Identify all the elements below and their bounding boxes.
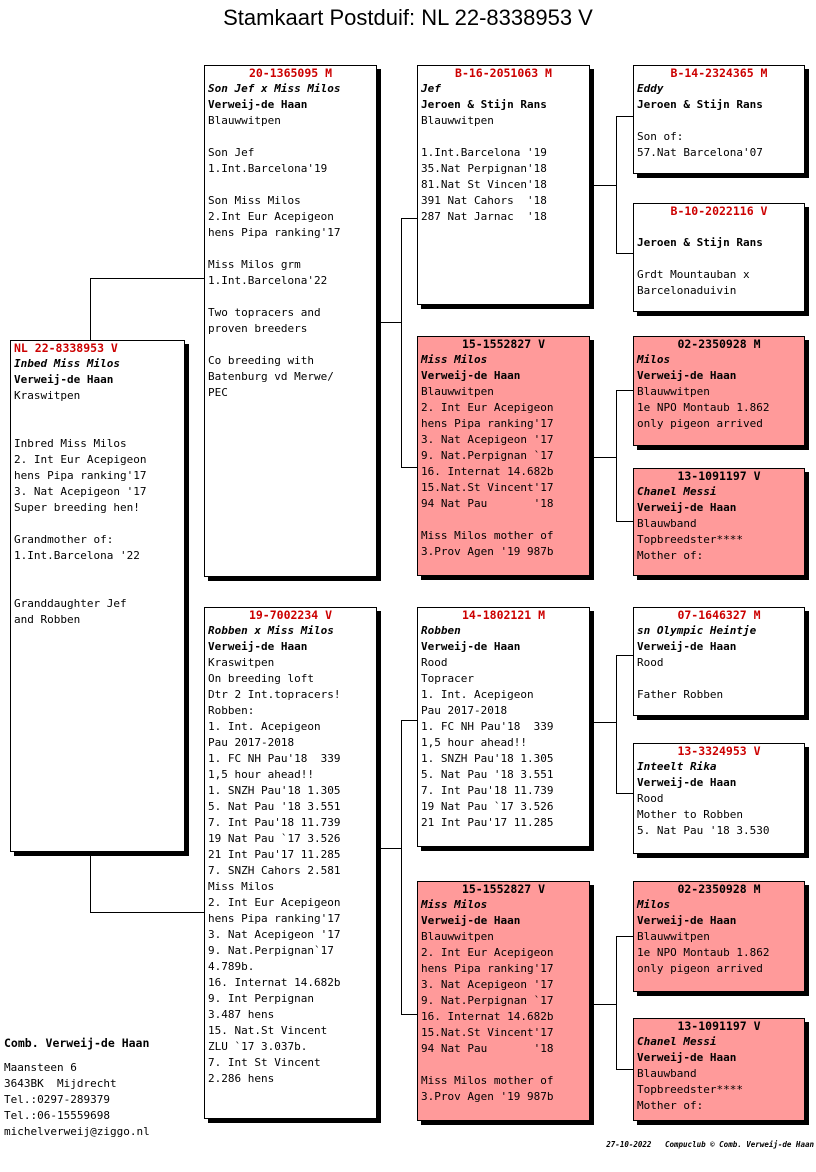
note-line: 1. SNZH Pau'18 1.305 bbox=[421, 752, 554, 765]
connector-line bbox=[90, 278, 91, 340]
connector-line bbox=[616, 793, 633, 794]
note-line bbox=[421, 512, 586, 528]
note-line: Miss Milos mother of bbox=[421, 1074, 554, 1087]
note-line: Inbred Miss Milos bbox=[14, 437, 127, 450]
ring-number: NL 22-8338953 V bbox=[14, 341, 118, 355]
footer-owner: Comb. Verweij-de Haan bbox=[4, 1036, 150, 1050]
owner-name: Verweij-de Haan bbox=[208, 98, 308, 111]
sire-sire-sire-card[interactable] bbox=[633, 65, 805, 174]
notes bbox=[637, 671, 801, 703]
note-line: Miss Milos bbox=[208, 880, 275, 893]
note-line: 2. Int Eur Acepigeon bbox=[14, 453, 147, 466]
connector-line bbox=[90, 278, 204, 279]
owner-name: Verweij-de Haan bbox=[637, 369, 737, 382]
connector-line bbox=[590, 1004, 616, 1005]
pigeon-color: Blauwwitpen bbox=[421, 930, 494, 943]
sire-dam-dam-card[interactable] bbox=[633, 468, 805, 576]
note-line: 15.Nat.St Vincent'17 bbox=[421, 1026, 554, 1039]
subject-card[interactable] bbox=[10, 340, 185, 852]
note-line: 9. Nat.Perpignan `17 bbox=[421, 449, 554, 462]
note-line: Co breeding with bbox=[208, 354, 314, 367]
pigeon-color: Blauwwitpen bbox=[637, 930, 710, 943]
owner-name: Verweij-de Haan bbox=[208, 640, 308, 653]
notes bbox=[637, 532, 801, 564]
note-line: 3. Nat Acepigeon '17 bbox=[421, 433, 554, 446]
pigeon-name: Milos bbox=[637, 898, 671, 911]
note-line: 1.Int.Barcelona '19 bbox=[421, 146, 547, 159]
pigeon-name: Miss Milos bbox=[421, 353, 488, 366]
note-line: Two topracers and bbox=[208, 306, 321, 319]
owner-name: Jeroen & Stijn Rans bbox=[421, 98, 547, 111]
note-line: 3.Prov Agen '19 987b bbox=[421, 1090, 554, 1103]
notes bbox=[208, 671, 373, 1087]
footer-credit: 27-10-2022 Compuclub © Comb. Verweij-de Haan bbox=[606, 1140, 814, 1149]
note-line: 15.Nat.St Vincent'17 bbox=[421, 481, 554, 494]
note-line: Pau 2017-2018 bbox=[208, 736, 295, 749]
note-line bbox=[208, 337, 373, 353]
pigeon-name: Robben x Miss Milos bbox=[208, 624, 334, 637]
pigeon-color: Rood bbox=[637, 656, 664, 669]
ring-number: 13-3324953 V bbox=[677, 744, 761, 758]
note-line: 1.Int.Barcelona'22 bbox=[208, 274, 328, 287]
note-line: 16. Internat 14.682b bbox=[421, 1010, 554, 1023]
note-line: 21 Int Pau'17 11.285 bbox=[421, 816, 554, 829]
note-line: Topracer bbox=[421, 672, 474, 685]
note-line: Miss Milos mother of bbox=[421, 529, 554, 542]
pigeon-name: Robben bbox=[421, 624, 461, 637]
note-line: 287 Nat Jarnac '18 bbox=[421, 210, 547, 223]
dam-dam-sire-card[interactable] bbox=[633, 881, 805, 992]
pigeon-name: Eddy bbox=[637, 82, 664, 95]
note-line: hens Pipa ranking'17 bbox=[208, 912, 341, 925]
note-line: Super breeding hen! bbox=[14, 501, 140, 514]
note-line: 1. FC NH Pau'18 339 bbox=[208, 752, 341, 765]
pigeon-color: Blauwband bbox=[637, 517, 697, 530]
notes bbox=[637, 807, 801, 839]
note-line bbox=[208, 177, 373, 193]
notes bbox=[208, 129, 373, 401]
ring-number: 02-2350928 M bbox=[677, 337, 761, 351]
ring-number: B-14-2324365 M bbox=[670, 66, 768, 80]
connector-line bbox=[401, 467, 417, 468]
note-line: PEC bbox=[208, 386, 228, 399]
note-line bbox=[14, 564, 181, 580]
pigeon-name: Miss Milos bbox=[421, 898, 488, 911]
owner-name: Verweij-de Haan bbox=[421, 640, 521, 653]
pigeon-color: Blauwwitpen bbox=[421, 114, 494, 127]
connector-line bbox=[590, 457, 616, 458]
note-line: hens Pipa ranking'17 bbox=[14, 469, 147, 482]
note-line: 57.Nat Barcelona'07 bbox=[637, 146, 763, 159]
note-line: 9. Nat.Perpignan`17 bbox=[208, 944, 334, 957]
note-line bbox=[208, 289, 373, 305]
note-line: Topbreedster**** bbox=[637, 1083, 743, 1096]
dam-sire-card[interactable] bbox=[417, 607, 590, 847]
note-line: Topbreedster**** bbox=[637, 533, 743, 546]
pigeon-color: Kraswitpen bbox=[14, 389, 81, 402]
pigeon-color: Rood bbox=[421, 656, 448, 669]
connector-line bbox=[616, 655, 617, 794]
ring-number: 13-1091197 V bbox=[677, 1019, 761, 1033]
note-line: Miss Milos grm bbox=[208, 258, 301, 271]
connector-line bbox=[90, 912, 204, 913]
pigeon-name: sn Olympic Heintje bbox=[637, 624, 757, 637]
note-line: 7. Int St Vincent bbox=[208, 1056, 321, 1069]
pigeon-name: Milos bbox=[637, 353, 671, 366]
owner-name: Verweij-de Haan bbox=[637, 640, 737, 653]
notes bbox=[421, 945, 586, 1105]
note-line: 3. Nat Acepigeon '17 bbox=[14, 485, 147, 498]
note-line: 3.487 hens bbox=[208, 1008, 275, 1021]
note-line: Robben: bbox=[208, 704, 255, 717]
pigeon-name: Inteelt Rika bbox=[637, 760, 717, 773]
address-line: Tel.:0297-289379 bbox=[4, 1093, 110, 1106]
note-line: Son Miss Milos bbox=[208, 194, 301, 207]
owner-name: Verweij-de Haan bbox=[637, 776, 737, 789]
note-line: 94 Nat Pau '18 bbox=[421, 1042, 554, 1055]
dam-dam-card[interactable] bbox=[417, 881, 590, 1121]
connector-line bbox=[590, 722, 616, 723]
connector-line bbox=[401, 218, 402, 468]
note-line: 7. Int Pau'18 11.739 bbox=[421, 784, 554, 797]
note-line: 35.Nat Perpignan'18 bbox=[421, 162, 547, 175]
address-line: Tel.:06-15559698 bbox=[4, 1109, 110, 1122]
pigeon-name: Inbed Miss Milos bbox=[14, 357, 120, 370]
connector-line bbox=[401, 720, 402, 1015]
sire-sire-dam-card[interactable] bbox=[633, 203, 805, 312]
note-line: Dtr 2 Int.topracers! bbox=[208, 688, 341, 701]
note-line: hens Pipa ranking'17 bbox=[421, 417, 554, 430]
notes bbox=[421, 129, 586, 225]
note-line: 9. Nat.Perpignan `17 bbox=[421, 994, 554, 1007]
note-line: Mother of: bbox=[637, 1099, 704, 1112]
note-line: only pigeon arrived bbox=[637, 417, 763, 430]
connector-line bbox=[616, 390, 633, 391]
note-line: 16. Internat 14.682b bbox=[208, 976, 341, 989]
note-line bbox=[14, 420, 181, 436]
note-line: 16. Internat 14.682b bbox=[421, 465, 554, 478]
note-line: Father Robben bbox=[637, 688, 724, 701]
connector-line bbox=[377, 322, 401, 323]
note-line: Son Jef bbox=[208, 146, 255, 159]
owner-name: Jeroen & Stijn Rans bbox=[637, 236, 763, 249]
note-line bbox=[421, 129, 586, 145]
ring-number: 07-1646327 M bbox=[677, 608, 761, 622]
dam-sire-sire-card[interactable] bbox=[633, 607, 805, 716]
owner-name: Jeroen & Stijn Rans bbox=[637, 98, 763, 111]
pigeon-color: Blauwwitpen bbox=[421, 385, 494, 398]
notes bbox=[637, 1082, 801, 1114]
pigeon-color: Blauwwitpen bbox=[637, 385, 710, 398]
note-line bbox=[208, 241, 373, 257]
note-line: 1.Int.Barcelona'19 bbox=[208, 162, 328, 175]
dam-card[interactable] bbox=[204, 607, 377, 1119]
ring-number: 19-7002234 V bbox=[248, 608, 333, 622]
note-line: only pigeon arrived bbox=[637, 962, 763, 975]
connector-line bbox=[616, 1069, 633, 1070]
note-line: 1e NPO Montaub 1.862 bbox=[637, 401, 770, 414]
ring-number: 20-1365095 M bbox=[248, 66, 333, 80]
note-line: 2. Int Eur Acepigeon bbox=[208, 896, 341, 909]
pigeon-color: Blauwband bbox=[637, 1067, 697, 1080]
connector-line bbox=[401, 1014, 417, 1015]
connector-line bbox=[616, 390, 617, 522]
note-line bbox=[14, 404, 181, 420]
connector-line bbox=[401, 720, 417, 721]
note-line: ZLU `17 3.037b. bbox=[208, 1040, 308, 1053]
note-line: proven breeders bbox=[208, 322, 308, 335]
note-line: Barcelonaduivin bbox=[637, 284, 737, 297]
note-line: 3.Prov Agen '19 987b bbox=[421, 545, 554, 558]
pigeon-color: Blauwwitpen bbox=[208, 114, 281, 127]
note-line: 1,5 hour ahead!! bbox=[208, 768, 314, 781]
address-line: michelverweij@ziggo.nl bbox=[4, 1125, 150, 1138]
note-line: 2. Int Eur Acepigeon bbox=[421, 946, 554, 959]
note-line: 391 Nat Cahors '18 bbox=[421, 194, 547, 207]
note-line: 1. SNZH Pau'18 1.305 bbox=[208, 784, 341, 797]
connector-line bbox=[401, 218, 417, 219]
owner-name: Verweij-de Haan bbox=[637, 501, 737, 514]
notes bbox=[637, 945, 801, 977]
note-line: 2.Int Eur Acepigeon bbox=[208, 210, 334, 223]
owner-name: Verweij-de Haan bbox=[637, 1051, 737, 1064]
note-line: 5. Nat Pau '18 3.551 bbox=[208, 800, 341, 813]
connector-line bbox=[616, 116, 633, 117]
note-line: Granddaughter Jef bbox=[14, 597, 127, 610]
notes bbox=[637, 129, 801, 161]
note-line: hens Pipa ranking'17 bbox=[421, 962, 554, 975]
ring-number: 15-1552827 V bbox=[461, 337, 546, 351]
pigeon-name bbox=[637, 219, 801, 235]
ring-number: B-16-2051063 M bbox=[455, 66, 552, 80]
note-line: hens Pipa ranking'17 bbox=[208, 226, 341, 239]
sire-card[interactable] bbox=[204, 65, 377, 577]
note-line bbox=[14, 580, 181, 596]
notes bbox=[421, 400, 586, 560]
note-line: 15. Nat.St Vincent bbox=[208, 1024, 328, 1037]
pigeon-color bbox=[637, 113, 801, 129]
dam-sire-dam-card[interactable] bbox=[633, 743, 805, 854]
note-line: 1e NPO Montaub 1.862 bbox=[637, 946, 770, 959]
connector-line bbox=[90, 856, 91, 913]
note-line: 7. SNZH Cahors 2.581 bbox=[208, 864, 341, 877]
note-line: Grdt Mountauban x bbox=[637, 268, 750, 281]
note-line: 1.Int.Barcelona '22 bbox=[14, 549, 140, 562]
note-line: 5. Nat Pau '18 3.530 bbox=[637, 824, 770, 837]
pigeon-color: Kraswitpen bbox=[208, 656, 275, 669]
note-line: 2. Int Eur Acepigeon bbox=[421, 401, 554, 414]
note-line: Son of: bbox=[637, 130, 684, 143]
pigeon-color: Rood bbox=[637, 792, 664, 805]
ring-number: 14-1802121 M bbox=[461, 608, 546, 622]
address-line: 3643BK Mijdrecht bbox=[4, 1077, 117, 1090]
connector-line bbox=[616, 116, 617, 254]
pigeon-name: Chanel Messi bbox=[637, 1035, 717, 1048]
connector-line bbox=[616, 936, 617, 1070]
note-line: 19 Nat Pau `17 3.526 bbox=[421, 800, 554, 813]
pigeon-name: Son Jef x Miss Milos bbox=[208, 82, 341, 95]
connector-line bbox=[616, 936, 633, 937]
note-line: Batenburg vd Merwe/ bbox=[208, 370, 334, 383]
notes bbox=[637, 400, 801, 432]
note-line: 1,5 hour ahead!! bbox=[421, 736, 527, 749]
note-line bbox=[421, 1057, 586, 1073]
ring-number: 13-1091197 V bbox=[677, 469, 761, 483]
note-line: and Robben bbox=[14, 613, 81, 626]
note-line: 5. Nat Pau '18 3.551 bbox=[421, 768, 554, 781]
connector-line bbox=[616, 253, 633, 254]
note-line: 21 Int Pau'17 11.285 bbox=[208, 848, 341, 861]
note-line: 3. Nat Acepigeon '17 bbox=[208, 928, 341, 941]
note-line: 1. Int. Acepigeon bbox=[421, 688, 534, 701]
pigeon-color bbox=[637, 251, 801, 267]
note-line: 9. Int Perpignan bbox=[208, 992, 314, 1005]
address-line: Maansteen 6 bbox=[4, 1061, 77, 1074]
sire-dam-sire-card[interactable] bbox=[633, 336, 805, 446]
notes bbox=[421, 671, 586, 831]
note-line: 1. FC NH Pau'18 339 bbox=[421, 720, 554, 733]
note-line: Pau 2017-2018 bbox=[421, 704, 508, 717]
note-line bbox=[637, 671, 801, 687]
sire-dam-card[interactable] bbox=[417, 336, 590, 576]
ring-number: 02-2350928 M bbox=[677, 882, 761, 896]
note-line: On breeding loft bbox=[208, 672, 314, 685]
owner-name: Verweij-de Haan bbox=[421, 369, 521, 382]
footer-address bbox=[4, 1060, 150, 1140]
owner-name: Verweij-de Haan bbox=[637, 914, 737, 927]
note-line: 81.Nat St Vincen'18 bbox=[421, 178, 547, 191]
sire-sire-card[interactable] bbox=[417, 65, 590, 305]
note-line: 2.286 hens bbox=[208, 1072, 275, 1085]
note-line: Mother of: bbox=[637, 549, 704, 562]
note-line: 7. Int Pau'18 11.739 bbox=[208, 816, 341, 829]
note-line: 19 Nat Pau `17 3.526 bbox=[208, 832, 341, 845]
pigeon-name: Jef bbox=[421, 82, 441, 95]
note-line bbox=[208, 129, 373, 145]
pigeon-name: Chanel Messi bbox=[637, 485, 717, 498]
note-line: 4.789b. bbox=[208, 960, 255, 973]
notes bbox=[14, 404, 181, 628]
note-line: 1. Int. Acepigeon bbox=[208, 720, 321, 733]
note-line: Grandmother of: bbox=[14, 533, 114, 546]
notes bbox=[637, 267, 801, 299]
owner-name: Verweij-de Haan bbox=[14, 373, 114, 386]
owner-name: Verweij-de Haan bbox=[421, 914, 521, 927]
note-line: Mother to Robben bbox=[637, 808, 743, 821]
connector-line bbox=[616, 521, 633, 522]
connector-line bbox=[616, 655, 633, 656]
note-line: 3. Nat Acepigeon '17 bbox=[421, 978, 554, 991]
ring-number: 15-1552827 V bbox=[461, 882, 546, 896]
dam-dam-dam-card[interactable] bbox=[633, 1018, 805, 1121]
page-title: Stamkaart Postduif: NL 22-8338953 V bbox=[223, 5, 593, 30]
note-line: 94 Nat Pau '18 bbox=[421, 497, 554, 510]
ring-number: B-10-2022116 V bbox=[670, 204, 768, 218]
note-line bbox=[14, 516, 181, 532]
connector-line bbox=[590, 185, 616, 186]
connector-line bbox=[377, 848, 401, 849]
